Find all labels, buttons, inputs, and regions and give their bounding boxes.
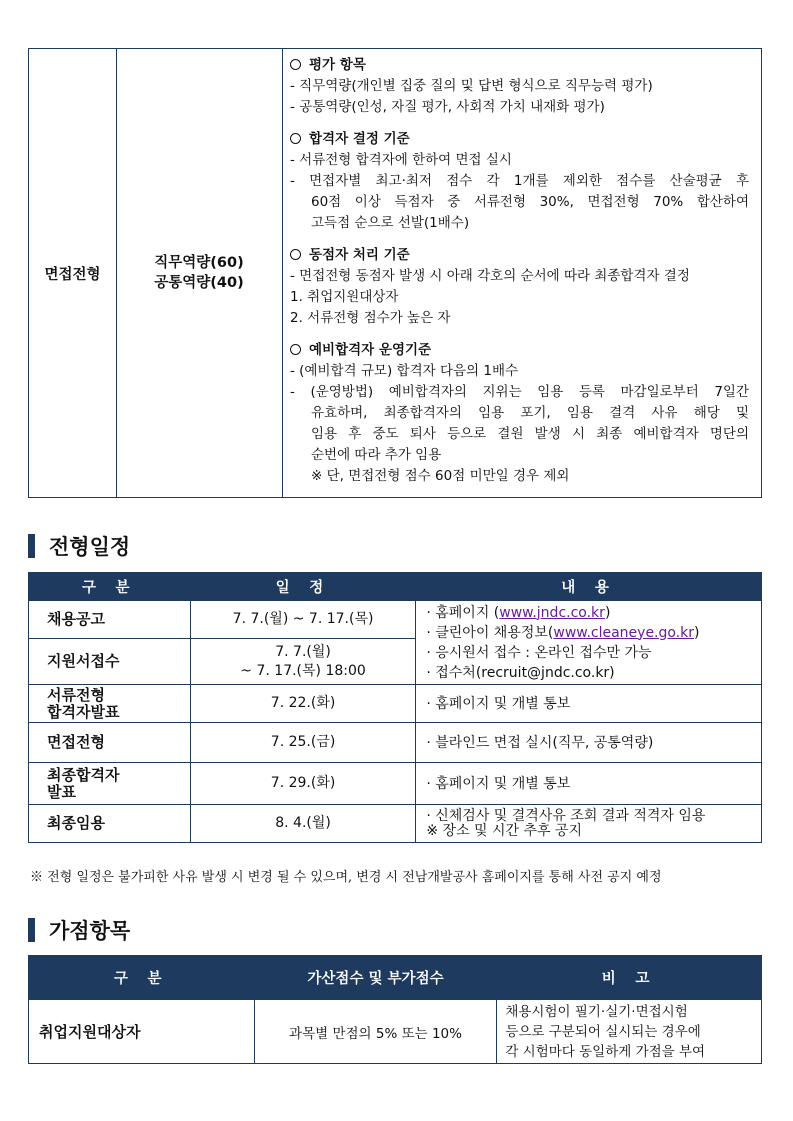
detail-line: - 서류전형 합격자에 한하여 면접 실시 [290, 152, 512, 168]
row-content: · 홈페이지 및 개별 통보 [416, 685, 762, 723]
interview-table [28, 48, 762, 498]
interview-criteria-cell [116, 49, 283, 497]
row-date: 7. 29.(화) [190, 763, 416, 805]
circle-bullet-icon [290, 133, 301, 144]
detail-line: - 면접전형 동점자 발생 시 아래 각호의 순서에 따라 최종합격자 결정 [290, 268, 690, 284]
section-heading-evaluation: 평가 항목 [290, 55, 749, 76]
row-category: 서류전형 합격자발표 [29, 685, 191, 723]
header-date: 일 정 [190, 573, 416, 601]
circle-bullet-icon [290, 249, 301, 260]
row-date: 7. 25.(금) [190, 723, 416, 763]
table-row [29, 601, 762, 639]
header-score: 가산점수 및 부가점수 [254, 956, 497, 1000]
schedule-table [28, 572, 762, 843]
table-row [29, 1000, 762, 1064]
table-row [29, 685, 762, 723]
row-category: 면접전형 [29, 723, 191, 763]
interview-stage-cell [29, 49, 117, 497]
detail-line: - 면접자별 최고·최저 점수 각 1개를 제외한 점수를 산술평균 후 [290, 173, 749, 189]
detail-line: - 직무역량(개인별 집중 질의 및 답변 형식으로 직무능력 평가) [290, 78, 653, 94]
detail-line: - (운영방법) 예비합격자의 지위는 임용 등록 마감일로부터 7일간 [290, 384, 749, 400]
row-category: 최종임용 [29, 805, 191, 843]
circle-bullet-icon [290, 344, 301, 355]
row-category: 최종합격자 발표 [29, 763, 191, 805]
row-date: 7. 7.(월) ~ 7. 17.(목) 18:00 [190, 639, 416, 685]
schedule-note: ※ 전형 일정은 불가피한 사유 발생 시 변경 될 수 있으며, 변경 시 전남개발공사 홈페이지를 통해 사전 공지 예정 [30, 870, 662, 885]
email-info: · 접수처(recruit@jndc.co.kr) [426, 664, 615, 681]
table-row [29, 805, 762, 843]
detail-line: 2. 서류전형 점수가 높은 자 [290, 310, 451, 326]
detail-line: - 공통역량(인성, 자질 평가, 사회적 가치 내재화 평가) [290, 99, 605, 115]
detail-line: 임용 후 중도 퇴사 등으로 결원 발생 시 최종 예비합격자 명단의 [311, 426, 749, 442]
row-category: 채용공고 [29, 601, 191, 639]
table-row [29, 763, 762, 805]
homepage-link[interactable]: www.jndc.co.kr [499, 604, 605, 621]
row-category: 취업지원대상자 [29, 1000, 255, 1064]
interview-details-cell [282, 49, 761, 497]
table-header-row [29, 956, 762, 1000]
row-date: 7. 7.(월) ~ 7. 17.(목) [190, 601, 416, 639]
row-content: · 신체검사 및 결격사유 조회 결과 적격자 임용 ※ 장소 및 시간 추후 공지 [416, 805, 762, 843]
row-content: · 블라인드 면접 실시(직무, 공통역량) [416, 723, 762, 763]
row-date: 8. 4.(월) [190, 805, 416, 843]
bonus-table [28, 955, 762, 1064]
row-score: 과목별 만점의 5% 또는 10% [254, 1000, 497, 1064]
table-row [29, 723, 762, 763]
header-category: 구 분 [29, 956, 255, 1000]
table-header-row [29, 573, 762, 601]
title-bar-icon [28, 918, 35, 942]
title-bar-icon [28, 534, 35, 558]
cleaneye-link[interactable]: www.cleaneye.go.kr [553, 624, 695, 641]
header-category: 구 분 [29, 573, 191, 601]
detail-line: 유효하며, 최종합격자의 임용 포기, 임용 결격 사유 해당 및 [311, 405, 749, 421]
circle-bullet-icon [290, 59, 301, 70]
section-heading-pass-criteria: 합격자 결정 기준 [290, 129, 749, 150]
detail-line: 60점 이상 득점자 중 서류전형 30%, 면접전형 70% 합산하여 [311, 194, 749, 210]
criteria-common: 공통역량(40) [154, 275, 244, 291]
header-remark: 비 고 [497, 956, 762, 1000]
schedule-section-title: 전형일정 [28, 531, 130, 561]
bonus-section-title: 가점항목 [28, 915, 130, 945]
row-remark: 채용시험이 필기·실기·면접시험 등으로 구분되어 실시되는 경우에 각 시험마다 동일하게 가점을 부여 [497, 1000, 762, 1064]
section-heading-tie: 동점자 처리 기준 [290, 245, 749, 266]
detail-line: 고득점 순으로 선발(1배수) [311, 215, 470, 231]
row-date: 7. 22.(화) [190, 685, 416, 723]
section-heading-reserve: 예비합격자 운영기준 [290, 340, 749, 361]
apply-info: · 응시원서 접수 : 온라인 접수만 가능 [426, 644, 652, 661]
criteria-job: 직무역량(60) [154, 255, 244, 271]
detail-line: ※ 단, 면접전형 점수 60점 미만일 경우 제외 [311, 468, 570, 484]
detail-line: 1. 취업지원대상자 [290, 289, 399, 305]
interview-stage-label: 면접전형 [44, 266, 101, 283]
merged-content-cell: · 홈페이지 (www.jndc.co.kr) · 클린아이 채용정보(www.cleaneye.go.kr) · 응시원서 접수 : 온라인 접수만 가능 · 접수처(recruit@jndc.co.kr) [416, 601, 762, 685]
detail-line: 순번에 따라 추가 임용 [311, 447, 442, 463]
row-category: 지원서접수 [29, 639, 191, 685]
detail-line: - (예비합격 규모) 합격자 다음의 1배수 [290, 363, 519, 379]
header-content: 내 용 [416, 573, 762, 601]
row-content: · 홈페이지 및 개별 통보 [416, 763, 762, 805]
